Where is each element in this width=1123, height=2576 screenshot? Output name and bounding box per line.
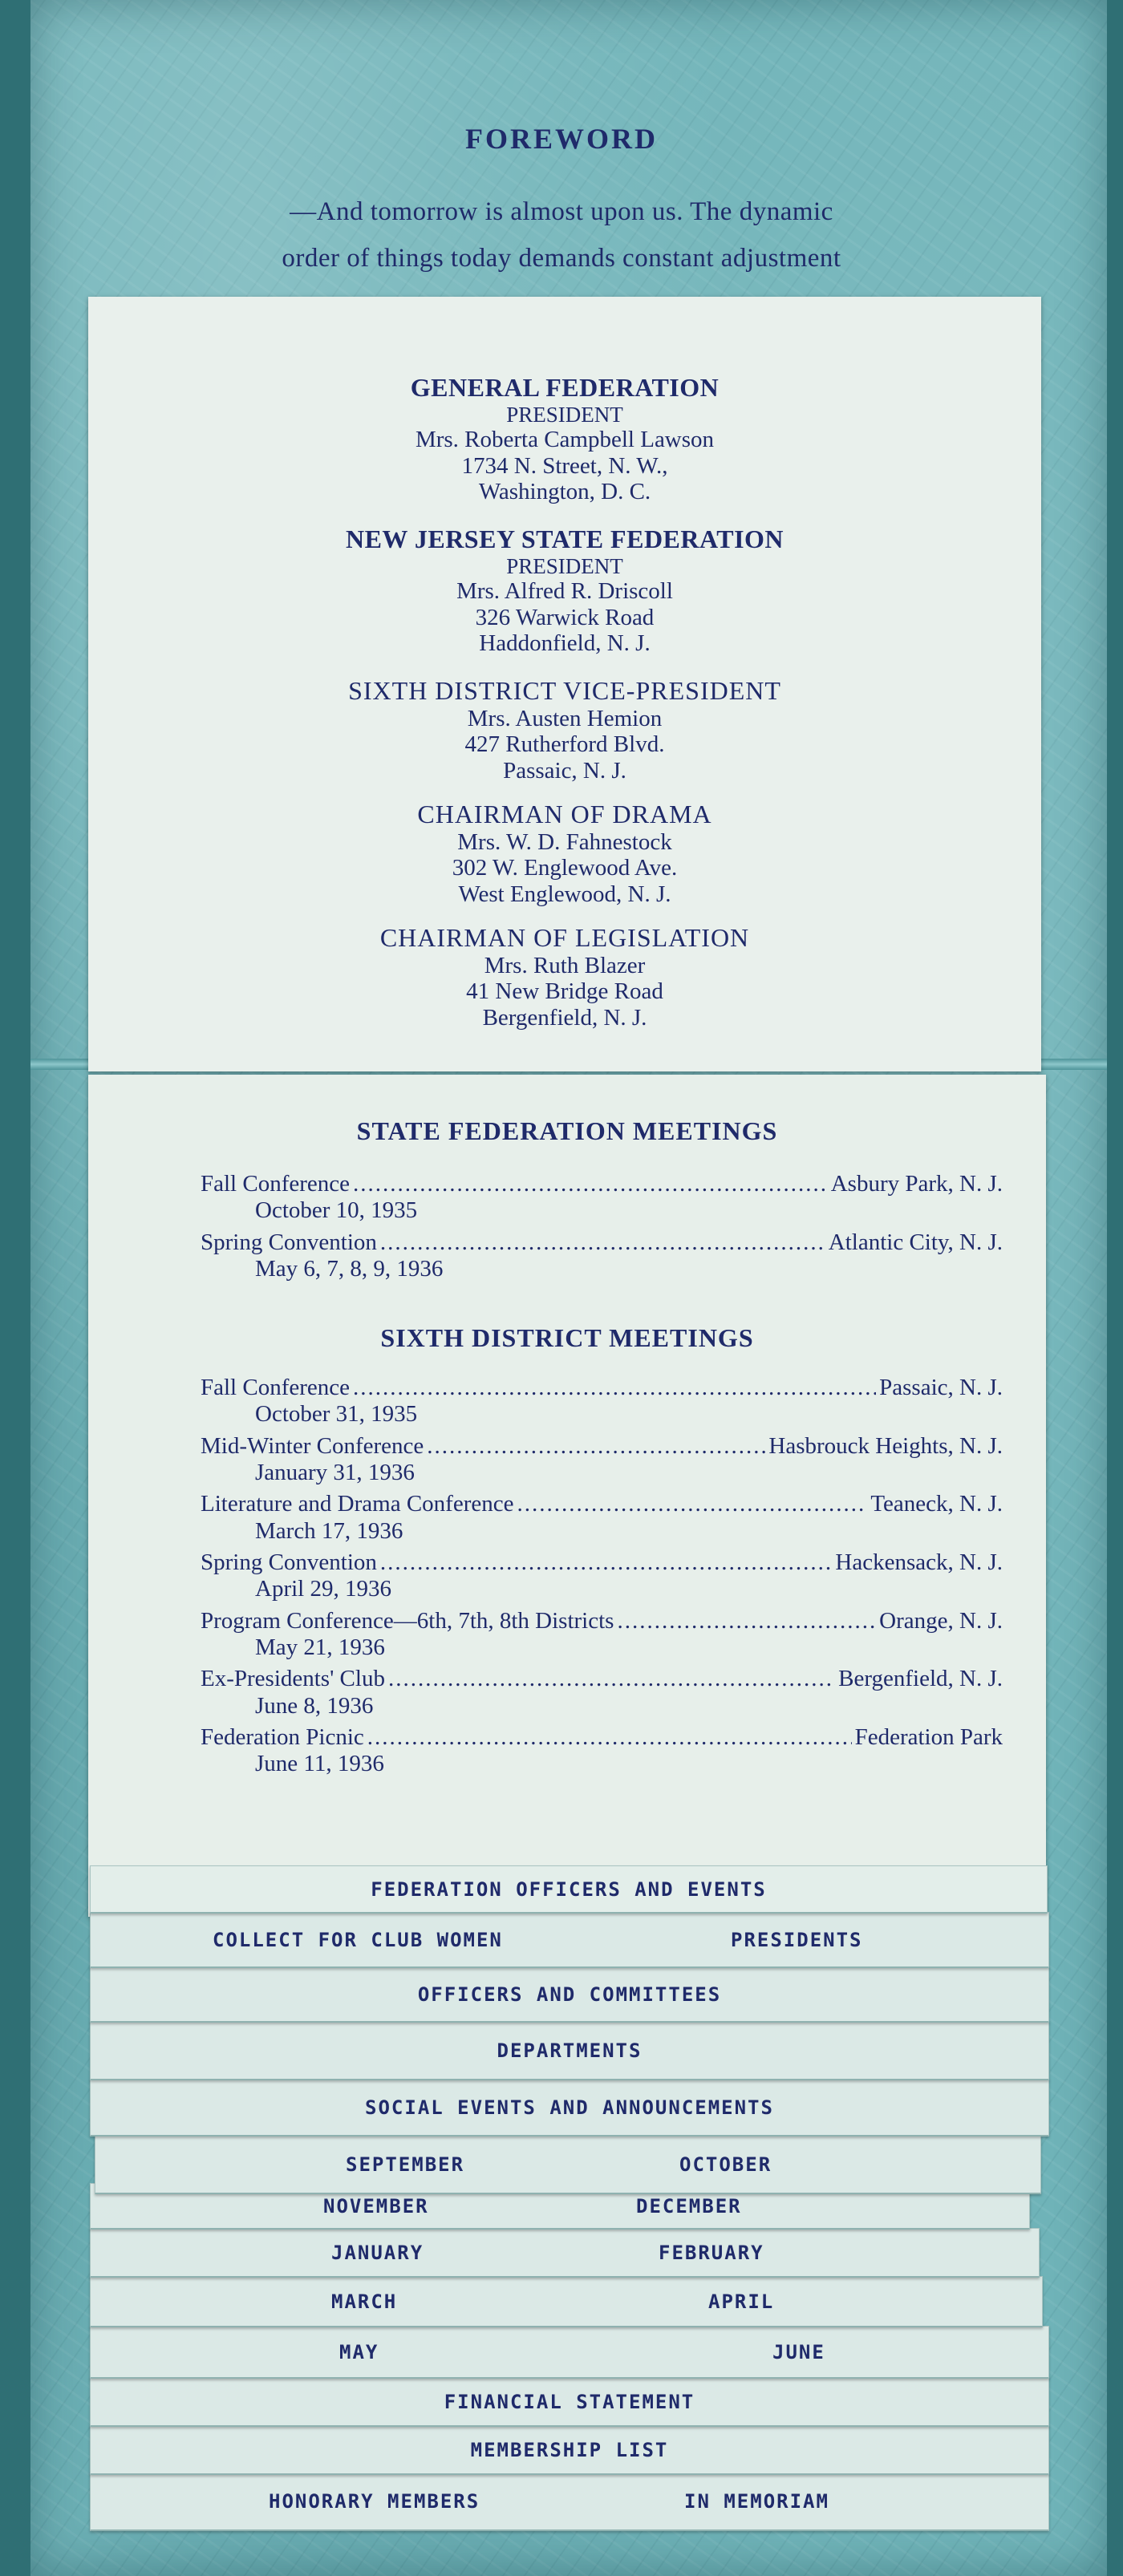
officer-name: Mrs. Alfred R. Driscoll	[456, 578, 673, 605]
meeting-date: October 10, 1935	[255, 1197, 418, 1224]
tab-departments[interactable]	[90, 2021, 1049, 2080]
meeting-event: Spring Convention	[201, 1229, 377, 1255]
tab-collect-presidents[interactable]	[90, 1912, 1049, 1968]
meeting-date: January 31, 1936	[255, 1460, 415, 1486]
officer-address: 41 New Bridge Road	[466, 978, 663, 1005]
district-meetings-title: SIXTH DISTRICT MEETINGS	[380, 1323, 754, 1352]
tab-label-october: OCTOBER	[679, 2153, 772, 2176]
tab-honorary-memoriam[interactable]	[90, 2472, 1049, 2531]
meeting-place: Bergenfield, N. J.	[838, 1666, 1003, 1692]
tab-financial-statement[interactable]	[90, 2377, 1049, 2427]
officer-address: 427 Rutherford Blvd.	[464, 731, 665, 758]
meeting-date: June 8, 1936	[255, 1692, 374, 1719]
officer-name: Mrs. Austen Hemion	[467, 705, 663, 731]
meeting-event: Literature and Drama Conference	[201, 1491, 514, 1517]
meeting-event: Fall Conference	[201, 1375, 351, 1400]
tab-officers-committees[interactable]	[90, 1966, 1049, 2023]
meeting-date: June 11, 1936	[255, 1751, 384, 1777]
officer-block-legislation	[88, 924, 1041, 1031]
meetings-card	[88, 1075, 1046, 1917]
tab-officers-events[interactable]	[90, 1865, 1048, 1914]
officer-title: SIXTH DISTRICT VICE-PRESIDENT	[348, 676, 781, 705]
officer-block-general	[88, 374, 1041, 504]
tab-label-december: DECEMBER	[636, 2194, 742, 2218]
tab-label-collect: COLLECT FOR CLUB WOMEN	[213, 1928, 503, 1951]
officer-title: CHAIRMAN OF LEGISLATION	[379, 923, 750, 952]
officer-block-vice-president	[88, 677, 1041, 784]
officer-role: PRESIDENT	[506, 553, 623, 578]
officer-city: Haddonfield, N. J.	[479, 630, 651, 656]
state-meetings-title: STATE FEDERATION MEETINGS	[356, 1116, 778, 1145]
officer-title: GENERAL FEDERATION	[410, 373, 720, 402]
meeting-event: Federation Picnic	[201, 1724, 364, 1751]
officer-city: West Englewood, N. J.	[458, 881, 671, 907]
officer-role: PRESIDENT	[506, 402, 623, 427]
tab-label-may: MAY	[339, 2340, 379, 2363]
tab-january-february[interactable]	[90, 2228, 1040, 2278]
meeting-row	[201, 1171, 1003, 1197]
meeting-row	[201, 1433, 1003, 1460]
officer-name: Mrs. W. D. Fahnestock	[457, 828, 672, 855]
meeting-place: Hackensack, N. J.	[835, 1549, 1003, 1576]
tab-label-membership: MEMBERSHIP LIST	[470, 2438, 669, 2461]
tab-label-february: FEBRUARY	[659, 2241, 764, 2264]
meeting-place: Orange, N. J.	[879, 1607, 1003, 1634]
meeting-row	[201, 1375, 1003, 1401]
foreword-line-2: order of things today demands constant adjustment	[282, 244, 841, 273]
tab-march-april[interactable]	[90, 2276, 1043, 2327]
meeting-place: Passaic, N. J.	[879, 1375, 1003, 1400]
meeting-row	[201, 1229, 1003, 1256]
tab-september-october[interactable]	[95, 2135, 1041, 2194]
tab-label-april: APRIL	[708, 2290, 775, 2313]
meeting-date: March 17, 1936	[255, 1517, 403, 1544]
meeting-row	[201, 1608, 1003, 1634]
tab-membership-list[interactable]	[90, 2425, 1049, 2475]
meeting-event: Ex-Presidents' Club	[201, 1666, 385, 1692]
officer-block-state	[88, 525, 1041, 656]
meeting-date: April 29, 1936	[255, 1576, 391, 1602]
tab-label-march: MARCH	[331, 2290, 398, 2313]
meeting-place: Atlantic City, N. J.	[828, 1229, 1003, 1255]
officer-block-drama	[88, 800, 1041, 907]
tab-social-events[interactable]	[90, 2079, 1049, 2137]
officer-title: CHAIRMAN OF DRAMA	[417, 800, 712, 828]
foreword-title: FOREWORD	[465, 123, 658, 155]
officer-name: Mrs. Roberta Campbell Lawson	[415, 427, 715, 453]
meeting-date: May 21, 1936	[255, 1634, 385, 1661]
district-meetings-list	[201, 1375, 1003, 1778]
meeting-place: Asbury Park, N. J.	[830, 1171, 1003, 1197]
tab-label-presidents: PRESIDENTS	[731, 1928, 863, 1951]
meeting-row	[201, 1666, 1003, 1692]
tab-label-september: SEPTEMBER	[346, 2153, 465, 2176]
officer-address: 326 Warwick Road	[475, 604, 655, 630]
officers-card	[88, 297, 1041, 1071]
tab-may-june[interactable]	[90, 2326, 1049, 2379]
tab-label-june: JUNE	[772, 2340, 825, 2363]
tab-label-november: NOVEMBER	[323, 2194, 429, 2218]
officer-city: Washington, D. C.	[478, 479, 651, 504]
officer-city: Bergenfield, N. J.	[482, 1004, 647, 1031]
tab-label-memoriam: IN MEMORIAM	[684, 2489, 829, 2513]
meeting-date: October 31, 1935	[255, 1401, 418, 1428]
tab-label-departments: DEPARTMENTS	[497, 2039, 643, 2062]
officer-title: NEW JERSEY STATE FEDERATION	[345, 525, 784, 553]
meeting-event: Fall Conference	[201, 1171, 351, 1197]
meeting-event: Mid-Winter Conference	[201, 1432, 424, 1459]
meeting-row	[201, 1491, 1003, 1517]
meeting-row	[201, 1549, 1003, 1576]
officer-city: Passaic, N. J.	[503, 757, 626, 784]
tab-label-january: JANUARY	[331, 2241, 424, 2264]
tab-label-financial: FINANCIAL STATEMENT	[444, 2390, 695, 2413]
foreword-line-1: —And tomorrow is almost upon us. The dynamic	[290, 197, 833, 226]
tab-label-honorary: HONORARY MEMBERS	[269, 2489, 480, 2513]
meeting-place: Teaneck, N. J.	[870, 1491, 1003, 1517]
meeting-place: Federation Park	[854, 1724, 1003, 1751]
tab-label-social: SOCIAL EVENTS AND ANNOUNCEMENTS	[365, 2096, 774, 2119]
meeting-row	[201, 1724, 1003, 1751]
meeting-event: Spring Convention	[201, 1549, 377, 1576]
meeting-place: Hasbrouck Heights, N. J.	[768, 1432, 1003, 1459]
officer-address: 1734 N. Street, N. W.,	[461, 452, 668, 479]
meeting-date: May 6, 7, 8, 9, 1936	[255, 1256, 444, 1282]
officer-name: Mrs. Ruth Blazer	[484, 952, 646, 978]
officer-address: 302 W. Englewood Ave.	[452, 855, 678, 881]
state-meetings-list	[201, 1171, 1003, 1282]
tab-label-officers-events: FEDERATION OFFICERS AND EVENTS	[371, 1877, 767, 1901]
meeting-event: Program Conference—6th, 7th, 8th Districts	[201, 1607, 614, 1634]
tab-label-officers-committees: OFFICERS AND COMMITTEES	[417, 1983, 722, 2006]
